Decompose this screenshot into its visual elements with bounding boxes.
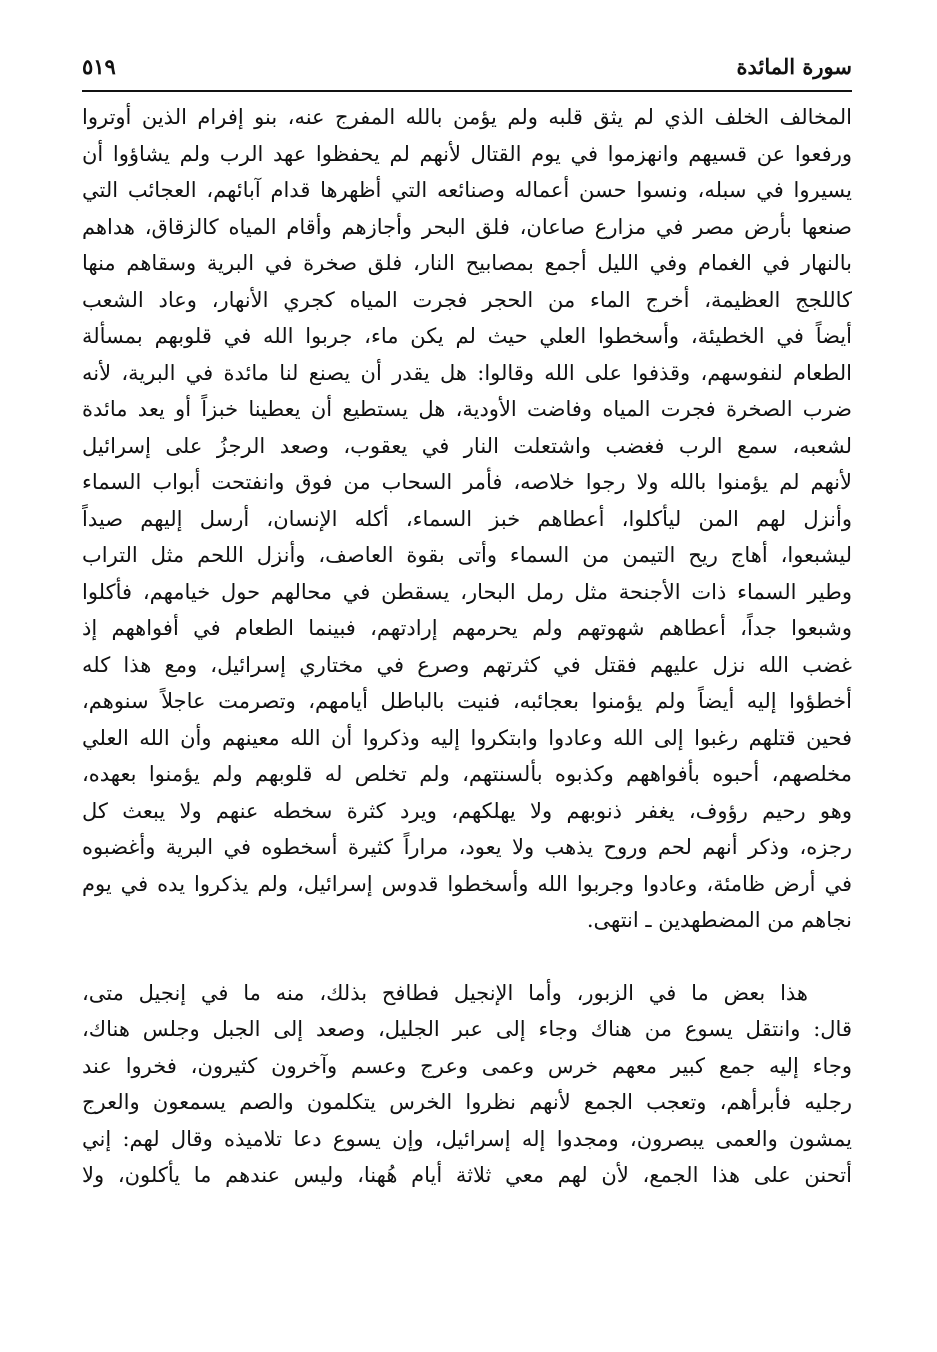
text-line: وشبعوا جداً، أعطاهم شهوتهم ولم يحرمهم إرادتهم، فبينما الطعام في أفواههم إذ	[82, 616, 852, 640]
text-line: غضب الله نزل عليهم فقتل في كثرتهم وصرع في مختاري إسرائيل، ومع هذا كله	[82, 652, 852, 677]
page-number: ٥١٩	[82, 54, 116, 79]
text-line: فحين قتلهم رغبوا إلى الله وعادوا وابتكروا إليه وذكروا أن الله معينهم وأن الله العلي	[82, 725, 852, 750]
text-line: يمشون والعمى يبصرون، ومجدوا إله إسرائيل، وإن يسوع دعا تلاميذه وقال لهم: إني	[82, 1126, 852, 1151]
text-line: وهو رحيم رؤوف، يغفر ذنوبهم ولا يهلكهم، ويرد كثرة سخطه عنهم ولا يبعث كل	[82, 798, 852, 823]
paragraph-gap	[82, 939, 852, 975]
text-line: بالنهار في الغمام وفي الليل أجمع بمصابيح النار، فلق صخرة في البرية وسقاهم منها	[82, 251, 852, 275]
text-line: صنعها بأرض مصر في مزارع صاعان، فلق البحر وأجازهم وأقام المياه كالزقاق، هداهم	[82, 214, 852, 239]
text-line: لأنهم لم يؤمنوا بالله ولا رجوا خلاصه، فأمر السحاب من فوق وانفتحت أبواب السماء	[82, 470, 852, 494]
text-line: كاللجج العظيمة، أخرج الماء من الحجر فجرت المياه كجري الأنهار، وعاد الشعب	[82, 287, 852, 312]
running-header	[82, 52, 852, 88]
body-text	[82, 99, 852, 1194]
text-line: رجليه فأبرأهم، وتعجب الجمع لأنهم نظروا الخرس يتكلمون والصم يسمعون والعرج	[82, 1090, 852, 1114]
text-line: وجاء إليه جمع كبير معهم خرس وعمى وعرج وعسم وآخرون كثيرون، فخروا عند	[82, 1053, 852, 1078]
text-line: مخلصهم، أحبوه بأفواههم وكذبوه بألسنتهم، ولم تخلص له قلوبهم ولم يؤمنوا بعهده،	[82, 762, 852, 786]
text-line: نجاهم من المضطهدين ـ انتهى.	[586, 908, 852, 932]
header-divider	[82, 90, 852, 92]
text-line: المخالف الخلف الذي لم يثق قلبه ولم يؤمن بالله المفرج عنه، بنو إفرام الذين أوتروا	[82, 105, 852, 129]
surah-title: سورة المائدة	[736, 54, 852, 79]
text-line: أخطؤوا إليه أيضاً ولم يؤمنوا بعجائبه، فنيت بالباطل أيامهم، وتصرمت عاجلاً سنوهم،	[82, 689, 852, 713]
text-line: يسيروا في سبله، ونسوا حسن أعماله وصنائعه التي أظهرها قدام آبائهم، العجائب التي	[82, 178, 852, 202]
text-line: رجزه، وذكر أنهم لحم وروح يذهب ولا يعود، مراراً كثيرة أسخطوه في البرية وأغضبوه	[82, 835, 852, 859]
text-line: أتحنن على هذا الجمع، لأن لهم معي ثلاثة أيام هُهنا، وليس عندهم ما يأكلون، ولا	[82, 1163, 852, 1187]
text-line: ضرب الصخرة فجرت المياه وفاضت الأودية، هل يستطيع أن يعطينا خبزاً أو يعد مائدة	[82, 397, 852, 421]
text-line: قال: وانتقل يسوع من هناك وجاء إلى عبر الجليل، وصعد إلى الجبل وجلس هناك،	[82, 1017, 852, 1041]
text-line: وأنزل لهم المن ليأكلوا، أعطاهم خبز السماء، أكله الإنسان، أرسل إليهم صيداً	[82, 506, 852, 531]
text-line: في أرض ظامئة، وعادوا وجربوا الله وأسخطوا قدوس إسرائيل، ولم يذكروا يده في يوم	[82, 871, 852, 896]
text-line: ورفعوا عن قسيهم وانهزموا في يوم القتال لأنهم لم يحفظوا عهد الرب ولم يشاؤوا أن	[82, 141, 852, 166]
text-line: وطير السماء ذات الأجنحة مثل رمل البحار، يسقطن في محالهم حول خيامهم، فأكلوا	[82, 579, 852, 604]
text-line: ليشبعوا، أهاج ريح التيمن من السماء وأتى بقوة العاصف، وأنزل اللحم مثل التراب	[82, 543, 852, 567]
text-line: الطعام لنفوسهم، وقذفوا على الله وقالوا: هل يقدر أن يصنع لنا مائدة في البرية، لأنه	[82, 360, 852, 385]
text-line: لشعبه، سمع الرب فغضب واشتعلت النار في يعقوب، وصعد الرجزُ على إسرائيل	[82, 433, 852, 458]
text-line: هذا بعض ما في الزبور، وأما الإنجيل فطافح بذلك، منه ما في إنجيل متى،	[82, 980, 808, 1005]
text-line: أيضاً في الخطيئة، وأسخطوا العلي حيث لم يكن ماء، جربوا الله في قلوبهم بمسألة	[82, 324, 852, 348]
paragraph-psalms-quote	[82, 99, 852, 939]
paragraph-gospel-quote	[82, 975, 852, 1194]
